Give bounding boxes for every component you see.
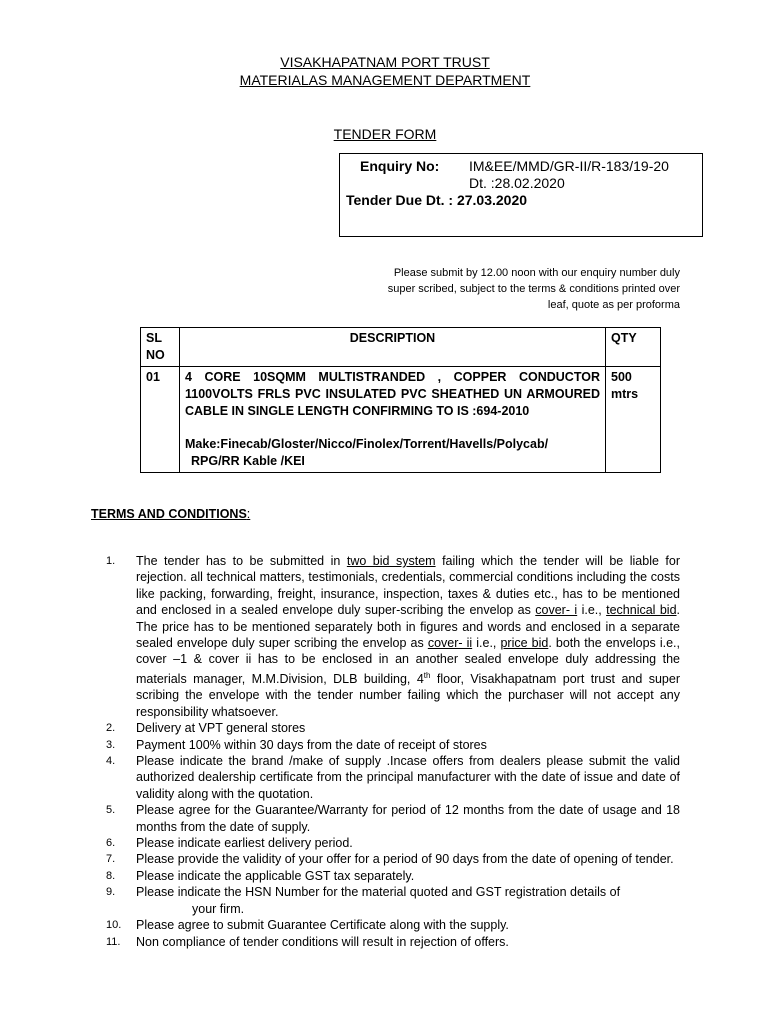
submission-note: Please submit by 12.00 noon with our enquiry number duly super scribed, subject to the terms & conditions printed over leaf, quote as per proforma [387,267,680,311]
term-number: 8. [106,869,116,882]
term-text-continuation: your firm. [192,901,245,916]
term-underlined-text: two bid system [346,554,436,568]
term-number: 7. [106,853,116,866]
make-line-1: Make:Finecab/Gloster/Nicco/Finolex/Torrent/Havells/Polycab/ [185,437,549,451]
term-item [106,753,680,802]
term-number: 9. [106,886,116,899]
term-number: 2. [106,722,116,735]
terms-list [106,553,680,950]
terms-heading [91,507,250,521]
term-item [106,737,680,753]
qty-cell: 500 mtrs [606,367,661,473]
item-description: 4 CORE 10SQMM MULTISTRANDED , COPPER CONDUCTOR 1100VOLTS FRLS PVC INSULATED PVC SHEATHED UN ARMOURED CABLE IN SINGLE LENGTH CONFIRMING TO IS :694-2010 [185,370,600,418]
table-row [141,367,661,473]
term-number: 4. [106,755,116,768]
term-item [106,553,680,720]
enquiry-box [339,153,703,237]
terms-heading-text: TERMS AND CONDITIONS [91,507,247,521]
term-item [106,802,680,835]
term-text: i.e., [577,603,607,618]
term-underlined-text: cover- i [535,603,578,618]
term-text: Non compliance of tender conditions will result in rejection of offers. [136,934,509,949]
term-text: Please provide the validity of your offer for a period of 90 days from the date of opening of tender. [136,852,674,867]
superscript: th [423,670,431,680]
sl-no-cell: 01 [141,367,180,473]
description-header: DESCRIPTION [180,328,606,367]
term-item [106,851,680,867]
term-item [106,835,680,851]
term-text: Delivery at VPT general stores [136,721,306,736]
make-line-2: RPG/RR Kable /KEI [191,454,305,468]
description-cell [180,367,606,473]
term-number: 1. [106,555,116,567]
term-text: Please indicate the HSN Number for the material quoted and GST registration details of [136,885,621,900]
term-item [106,720,680,736]
department-title: MATERIALAS MANAGEMENT DEPARTMENT [239,72,531,88]
term-text: Please agree to submit Guarantee Certificate along with the supply. [136,918,509,933]
tender-due-date: Tender Due Dt. : 27.03.2020 [346,192,528,208]
table-header-row [141,328,661,367]
term-text: failing which the tender will be liable for rejection. all technical matters, testimonials, credentials, commercial conditions including the costs like packing, forwarding, freight, insurance, inspection, taxes & duties etc., has to be mentioned and enclosed in a sealed envelope duly super-scribing the envelop as [136,554,681,618]
term-item [106,934,680,950]
term-underlined-text: price bid [500,636,549,651]
term-underlined-text: technical bid [606,603,677,618]
term-text: Please indicate earliest delivery period. [136,836,353,851]
terms-heading-colon: : [246,507,251,521]
term-number: 6. [106,837,116,850]
term-text: i.e., [472,636,501,651]
enquiry-label: Enquiry No: [360,158,440,174]
term-number: 3. [106,738,116,751]
term-item [106,868,680,884]
enquiry-number: IM&EE/MMD/GR-II/R-183/19-20 [469,158,669,174]
term-number: 5. [106,804,116,817]
items-table [140,327,661,473]
term-text: Payment 100% within 30 days from the date of receipt of stores [136,737,487,752]
sl-no-header: SL NO [141,328,180,367]
term-text: Please indicate the brand /make of supply .Incase offers from dealers please submit the valid authorized dealership certificate from the principal manufacturer with the date of issue and date of validity along with the quotation. [136,754,680,801]
term-text: Please agree for the Guarantee/Warranty for period of 12 months from the date of usage and 18 months from the date of supply. [136,803,680,834]
form-title: TENDER FORM [333,126,437,142]
term-text: . both the envelops i.e., cover –1 & cover ii has to be enclosed in an another sealed envelope duly addressing the materials manager, M.M.Division, DLB building, 4 [136,636,680,686]
enquiry-date: Dt. :28.02.2020 [469,175,565,191]
term-underlined-text: cover- ii [427,636,473,651]
term-item [106,884,680,917]
term-item [106,917,680,933]
term-number: 10. [106,919,122,932]
term-text: . The price has to be mentioned separately both in figures and words and enclosed in a separate sealed envelope duly super scribing the envelop as [136,603,681,651]
term-text: Please indicate the applicable GST tax separately. [136,868,415,883]
term-text: The tender has to be submitted in [136,554,347,568]
term-text: floor, Visakhapatnam port trust and super scribing the envelope with the tender number failing which the purchaser will not accept any responsibility whatsoever. [136,672,680,719]
qty-header: QTY [606,328,661,367]
org-title: VISAKHAPATNAM PORT TRUST [280,54,490,70]
term-number: 11. [106,935,121,948]
